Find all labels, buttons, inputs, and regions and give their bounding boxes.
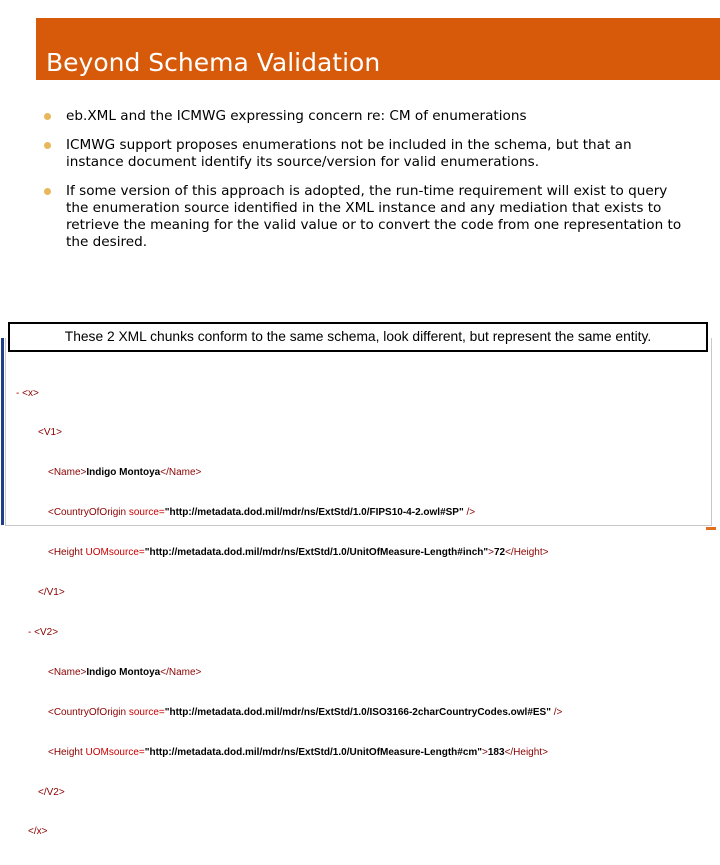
xml-line-height-2: <Height UOMsource="http://metadata.dod.mil/mdr/ns/ExtStd/1.0/UnitOfMeasure-Length#cm">183</Height> <box>48 746 548 758</box>
xml-line-v2-open: - <V2> <box>28 626 59 638</box>
xml-line-name-1: <Name>Indigo Montoya</Name> <box>48 467 202 479</box>
xml-lines <box>6 360 562 865</box>
xml-line-name-2: <Name>Indigo Montoya</Name> <box>48 666 202 678</box>
collapse-icon[interactable]: - <box>16 387 20 399</box>
bullet-item <box>44 137 684 171</box>
callout-box: These 2 XML chunks conform to the same schema, look different, but represent the same entity. <box>8 322 708 352</box>
xml-panel-edge <box>1 338 4 525</box>
xml-line-v1-close: </V1> <box>38 587 65 599</box>
bullet-dot-icon <box>44 142 51 149</box>
xml-viewer[interactable] <box>5 338 712 838</box>
xml-line-v2-close: </V2> <box>38 786 65 798</box>
xml-line-x-close: </x> <box>28 826 48 838</box>
bullet-list <box>44 108 684 263</box>
bullet-item <box>44 108 684 125</box>
xml-line-country-2: <CountryOfOrigin source="http://metadata.dod.mil/mdr/ns/ExtStd/1.0/ISO3166-2charCountryCodes.owl#ES" /> <box>48 706 563 718</box>
title-bar <box>36 18 720 80</box>
corner-accent <box>706 527 716 530</box>
xml-line-country-1: <CountryOfOrigin source="http://metadata.dod.mil/mdr/ns/ExtStd/1.0/FIPS10-4-2.owl#SP" /> <box>48 507 476 519</box>
bullet-item <box>44 183 684 251</box>
bullet-text: eb.XML and the ICMWG expressing concern re: CM of enumerations <box>66 108 527 124</box>
slide-title: Beyond Schema Validation <box>46 48 381 77</box>
bullet-text: ICMWG support proposes enumerations not be included in the schema, but that an instance document identify its source/version for valid enumerations. <box>66 137 632 170</box>
bullet-text: If some version of this approach is adopted, the run-time requirement will exist to query the enumeration source identified in the XML instance and any mediation that exists to retrieve the meaning for the valid value or to convert the code from one representation to the desired. <box>66 183 682 250</box>
bullet-dot-icon <box>44 113 51 120</box>
collapse-icon[interactable]: - <box>28 626 32 638</box>
bullet-dot-icon <box>44 188 51 195</box>
xml-line-height-1: <Height UOMsource="http://metadata.dod.mil/mdr/ns/ExtStd/1.0/UnitOfMeasure-Length#inch">72</Height> <box>48 547 549 559</box>
xml-line-v1-open: <V1> <box>38 427 62 439</box>
xml-line-x-open: - <x> <box>16 387 39 399</box>
